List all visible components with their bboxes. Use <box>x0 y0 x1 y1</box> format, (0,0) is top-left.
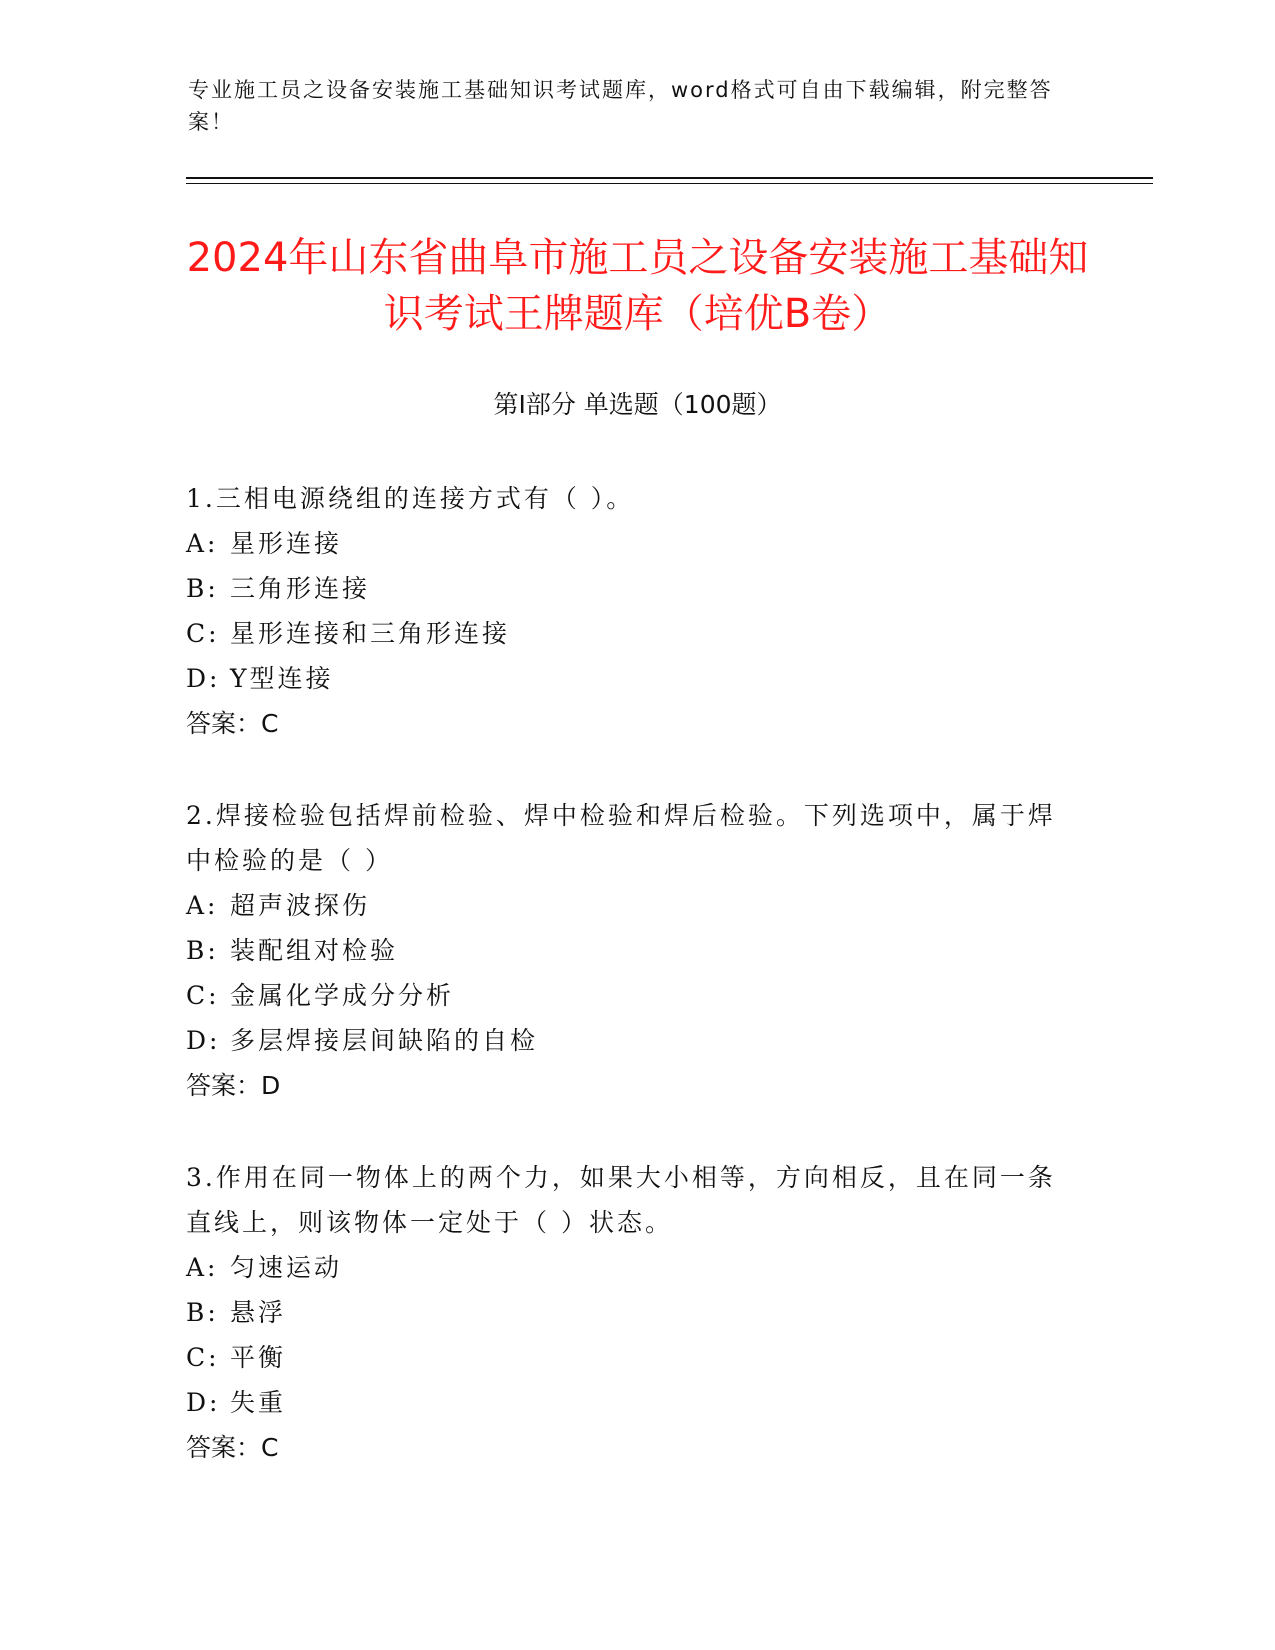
option-letter: A: <box>186 1253 219 1282</box>
option-letter: C: <box>186 1343 220 1372</box>
question-1 <box>186 476 1066 746</box>
header-divider-thick <box>186 177 1153 179</box>
option-text: 三角形连接 <box>230 574 371 603</box>
question-3 <box>186 1155 1066 1470</box>
answer: 答案：C <box>186 709 279 738</box>
option-text: 匀速运动 <box>230 1253 343 1282</box>
option-a <box>186 883 1066 928</box>
option-letter: B: <box>186 1298 219 1327</box>
question-2 <box>186 793 1066 1108</box>
option-b <box>186 566 1066 611</box>
option-a <box>186 521 1066 566</box>
option-c <box>186 611 1066 656</box>
option-c <box>186 973 1066 1018</box>
option-d <box>186 1018 1066 1063</box>
question-stem: 1.三相电源绕组的连接方式有（ ）。 <box>186 484 635 513</box>
option-b <box>186 928 1066 973</box>
option-letter: C: <box>186 981 220 1010</box>
question-list <box>186 476 1066 1517</box>
option-letter: D: <box>186 1388 221 1417</box>
option-b <box>186 1290 1066 1335</box>
option-letter: B: <box>186 936 219 965</box>
option-letter: C: <box>186 619 220 648</box>
question-stem: 2.焊接检验包括焊前检验、焊中检验和焊后检验。下列选项中，属于焊中检验的是（ ） <box>186 801 1056 875</box>
answer: 答案：C <box>186 1433 279 1462</box>
section-title: 第Ⅰ部分 单选题（100题） <box>493 390 782 419</box>
option-text: 失重 <box>230 1388 287 1417</box>
option-text: 金属化学成分分析 <box>230 981 455 1010</box>
option-text: 装配组对检验 <box>230 936 399 965</box>
option-letter: A: <box>186 529 219 558</box>
option-text: 星形连接和三角形连接 <box>230 619 511 648</box>
option-text: 超声波探伤 <box>230 891 371 920</box>
question-stem: 3.作用在同一物体上的两个力，如果大小相等，方向相反，且在同一条直线上，则该物体一定处于（ ）状态。 <box>186 1163 1056 1237</box>
option-d <box>186 1380 1066 1425</box>
option-letter: D: <box>186 664 221 693</box>
header-note: 专业施工员之设备安装施工基础知识考试题库，word格式可自由下载编辑，附完整答案！ <box>188 78 1053 134</box>
answer: 答案：D <box>186 1071 281 1100</box>
option-letter: A: <box>186 891 219 920</box>
option-text: 悬浮 <box>230 1298 287 1327</box>
option-letter: B: <box>186 574 219 603</box>
header-divider-thin <box>186 183 1153 184</box>
option-text: 星形连接 <box>230 529 343 558</box>
option-text: 多层焊接层间缺陷的自检 <box>230 1026 539 1055</box>
document-title: 2024年山东省曲阜市施工员之设备安装施工基础知识考试王牌题库（培优B卷） <box>186 235 1089 337</box>
option-text: Y型连接 <box>230 664 334 693</box>
option-letter: D: <box>186 1026 221 1055</box>
option-d <box>186 656 1066 701</box>
option-c <box>186 1335 1066 1380</box>
option-a <box>186 1245 1066 1290</box>
option-text: 平衡 <box>230 1343 287 1372</box>
